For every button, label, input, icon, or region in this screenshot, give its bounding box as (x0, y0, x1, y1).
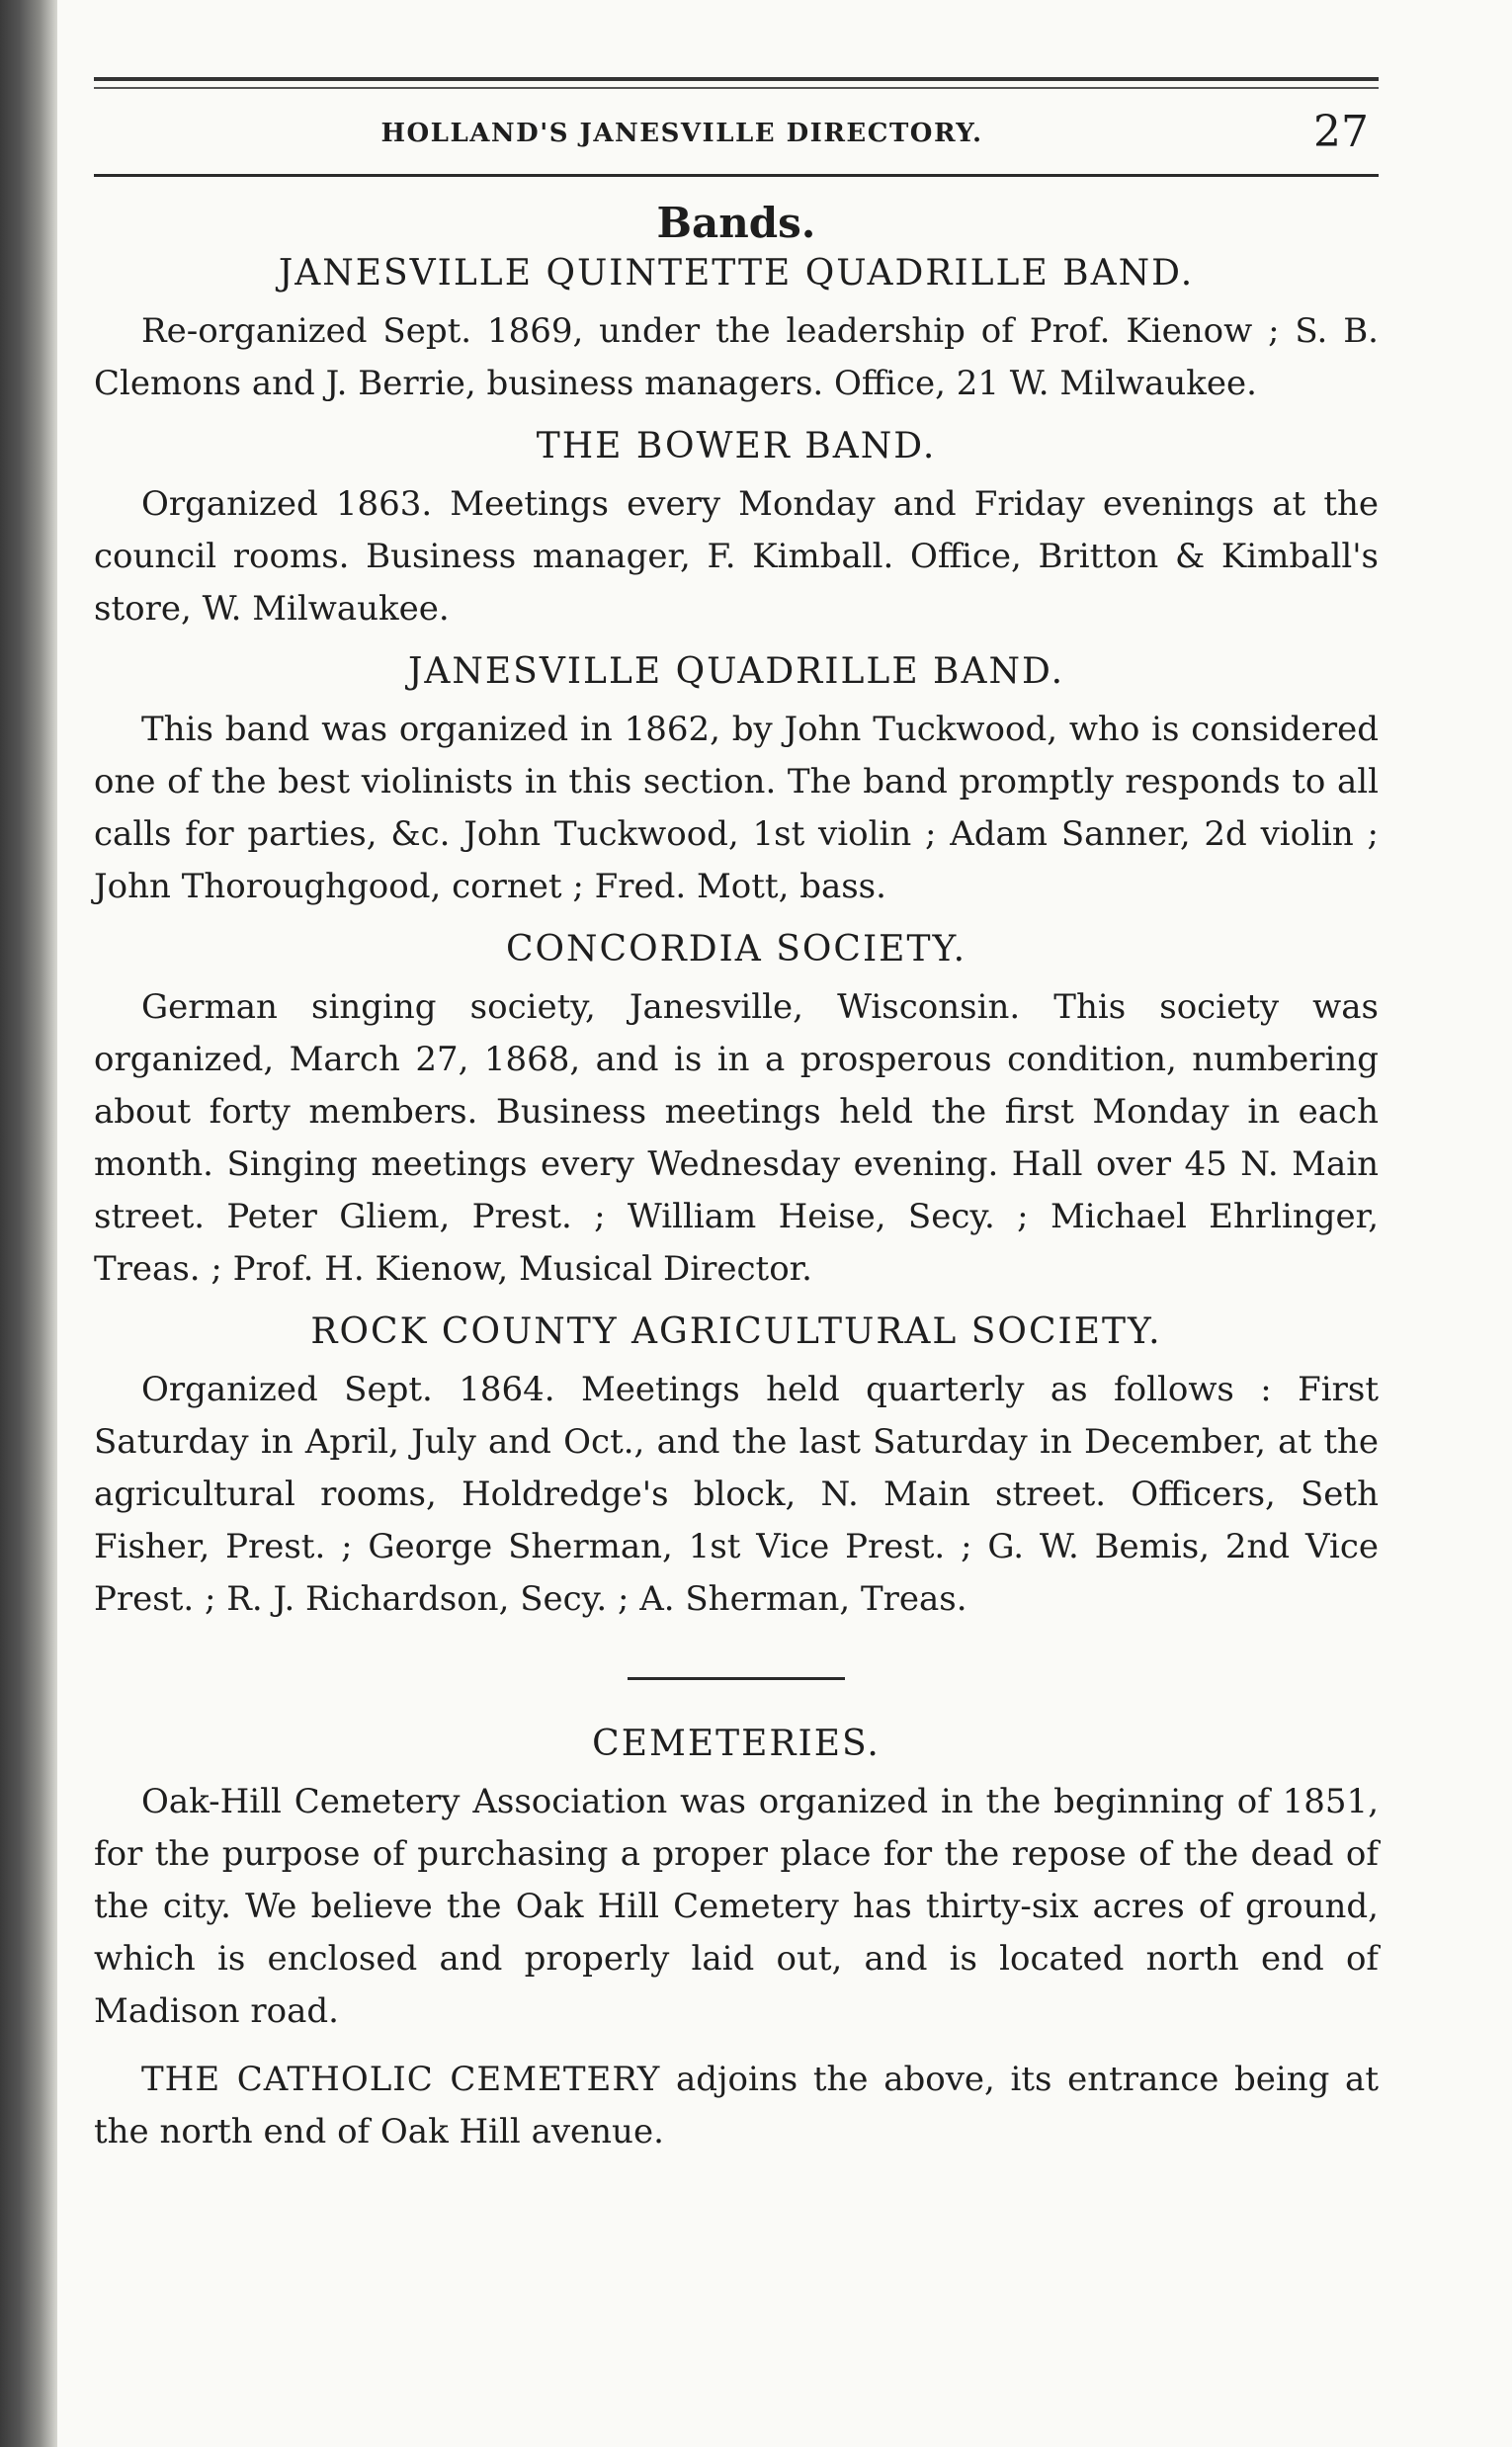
section-bower-band (94, 426, 1379, 635)
section-body: This band was organized in 1862, by John Tuckwood, who is considered one of the best violinists in this section. The band promptly responds to all calls for parties, &c. John Tuckwood, 1st violin ; Adam Sanner, 2d violin ; John Thoroughgood, cornet ; Fred. Mott, bass. (94, 710, 1379, 906)
section-body: Organized Sept. 1864. Meetings held quarterly as follows : First Saturday in April, July and Oct., and the last Saturday in December, at the agricultural rooms, Holdredge's block, N. Main street. Officers, Seth Fisher, Prest. ; George Sherman, 1st Vice Prest. ; G. W. Bemis, 2nd Vice Prest. ; R. J. Richardson, Secy. ; A. Sherman, Treas. (94, 1370, 1379, 1619)
section-quintette-quadrille-band (94, 253, 1379, 410)
bands-heading: Bands. (656, 199, 816, 247)
cemeteries-title: CEMETERIES. (592, 1724, 881, 1764)
top-double-rule (94, 77, 1379, 81)
header-rule (94, 174, 1379, 177)
directory-page (94, 77, 1379, 2174)
book-spine-shadow (0, 0, 57, 2447)
section-title: CONCORDIA SOCIETY. (505, 929, 967, 970)
catholic-cemetery-text: adjoins the above, its entrance being at the north end of Oak Hill avenue. (94, 2060, 1379, 2152)
section-divider-rule (628, 1677, 845, 1680)
section-body: German singing society, Janesville, Wisconsin. This society was organized, March 27, 1868, and is in a prosperous condition, numbering about forty members. Business meetings held the first Monday in each month. Singing meetings every Wednesday evening. Hall over 45 N. Main street. Peter Gliem, Prest. ; William Heise, Secy. ; Michael Ehrlinger, Treas. ; Prof. H. Kienow, Musical Director. (94, 987, 1379, 1289)
section-title: ROCK COUNTY AGRICULTURAL SOCIETY. (310, 1311, 1162, 1352)
section-body: Re-organized Sept. 1869, under the leadership of Prof. Kienow ; S. B. Clemons and J. Berrie, business managers. Office, 21 W. Milwaukee. (94, 311, 1379, 403)
section-agricultural-society (94, 1311, 1379, 1626)
cemeteries-body: Oak-Hill Cemetery Association was organized in the beginning of 1851, for the purpose of purchasing a proper place for the repose of the dead of the city. We believe the Oak Hill Cemetery has thirty-six acres of ground, which is enclosed and properly laid out, and is located north end of Madison road. (94, 1782, 1379, 2031)
section-cemeteries (94, 1724, 1379, 2158)
section-body: Organized 1863. Meetings every Monday and Friday evenings at the council rooms. Business manager, F. Kimball. Office, Britton & Kimball's store, W. Milwaukee. (94, 484, 1379, 629)
section-title: THE BOWER BAND. (536, 426, 937, 466)
running-header (94, 103, 1379, 164)
section-quadrille-band (94, 651, 1379, 913)
catholic-cemetery-lead: THE CATHOLIC CEMETERY (141, 2060, 661, 2099)
section-title: JANESVILLE QUADRILLE BAND. (407, 651, 1065, 692)
top-double-rule-lower (94, 87, 1379, 89)
page-number: 27 (1313, 107, 1369, 157)
catholic-cemetery-paragraph (94, 2054, 1379, 2158)
section-concordia-society (94, 929, 1379, 1296)
section-title: JANESVILLE QUINTETTE QUADRILLE BAND. (278, 253, 1195, 294)
running-title: HOLLAND'S JANESVILLE DIRECTORY. (380, 119, 983, 148)
